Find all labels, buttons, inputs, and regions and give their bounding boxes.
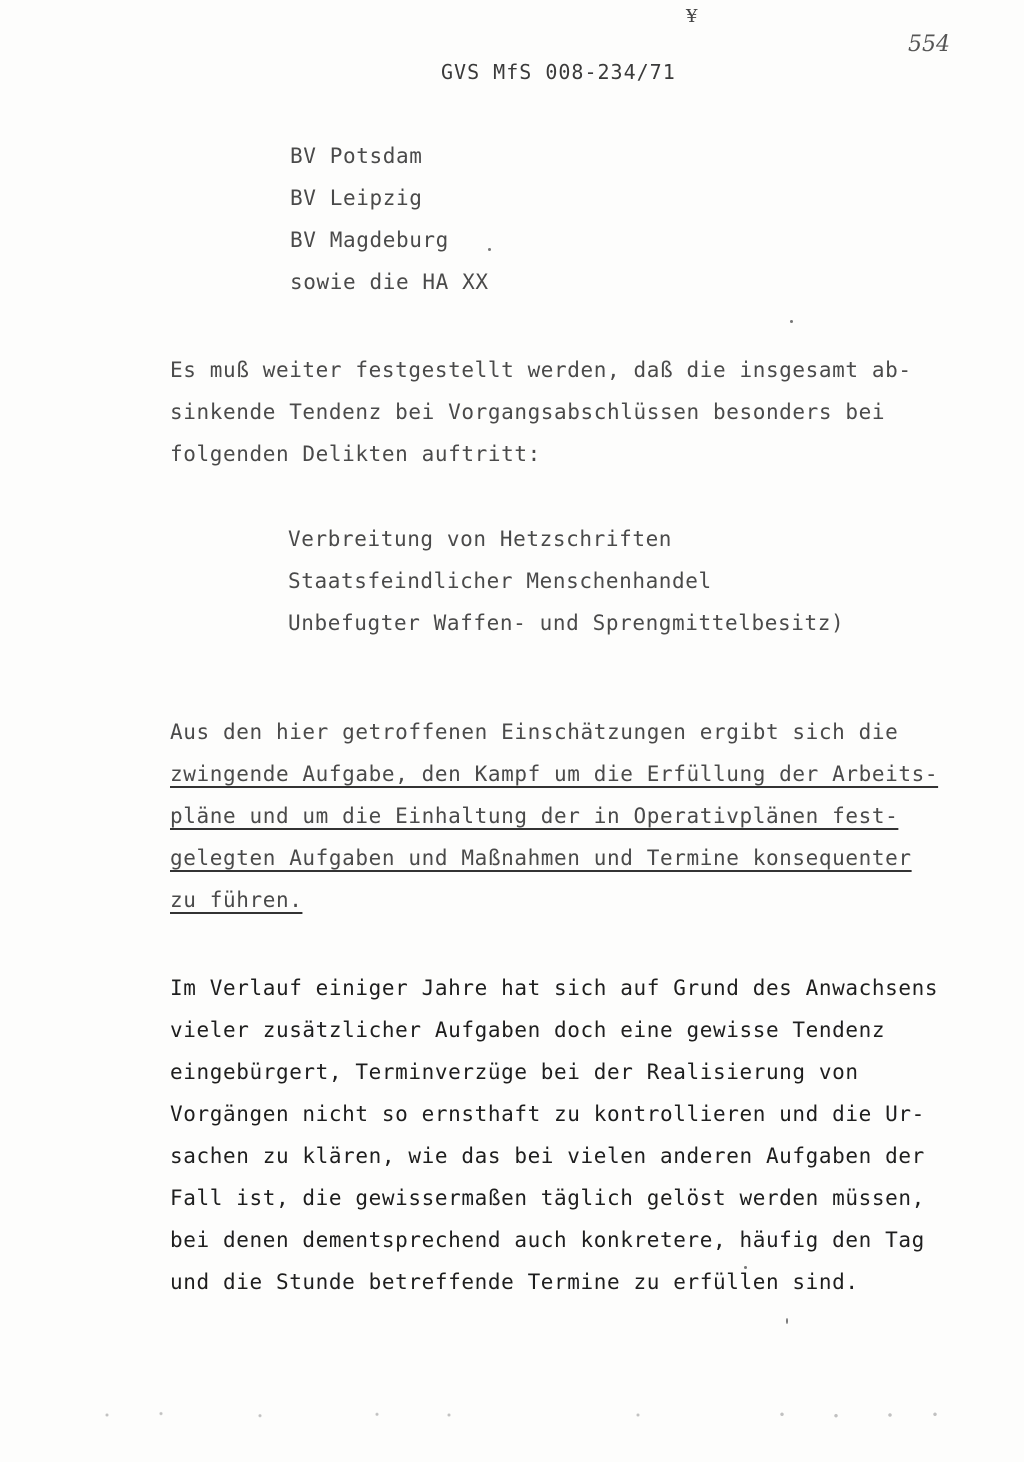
paragraph-line: bei denen dementsprechend auch konkretere, häufig den Tag: [170, 1228, 925, 1252]
top-mark: ¥: [686, 6, 699, 27]
paragraph-line: Im Verlauf einiger Jahre hat sich auf Grund des Anwachsens: [170, 976, 939, 1000]
paragraph-line: Aus den hier getroffenen Einschätzungen ergibt sich die: [170, 720, 899, 744]
scan-speck: [786, 1318, 788, 1324]
paragraph-line: sinkende Tendenz bei Vorgangsabschlüssen besonders bei: [170, 400, 886, 424]
recipient-line: BV Leipzig: [290, 186, 423, 210]
paragraph-line: Vorgängen nicht so ernsthaft zu kontrollieren und die Ur-: [170, 1102, 925, 1126]
scan-speck: [744, 1266, 747, 1269]
recipient-line: sowie die HA XX: [290, 270, 489, 294]
paragraph-line: eingebürgert, Terminverzüge bei der Realisierung von: [170, 1060, 859, 1084]
recipient-line: BV Potsdam: [290, 144, 423, 168]
scan-noise: [80, 1408, 980, 1422]
scan-speck: [790, 320, 793, 323]
underlined-line: gelegten Aufgaben und Maßnahmen und Termine konsequenter: [170, 846, 912, 870]
paragraph-line: folgenden Delikten auftritt:: [170, 442, 541, 466]
underlined-line: zwingende Aufgabe, den Kampf um die Erfüllung der Arbeits-: [170, 762, 939, 786]
delict-item: Staatsfeindlicher Menschenhandel: [288, 569, 712, 593]
page-number: 554: [908, 32, 950, 57]
paragraph-line: Fall ist, die gewissermaßen täglich gelöst werden müssen,: [170, 1186, 925, 1210]
paragraph-line: Es muß weiter festgestellt werden, daß die insgesamt ab-: [170, 358, 912, 382]
paragraph-line: vieler zusätzlicher Aufgaben doch eine gewisse Tendenz: [170, 1018, 886, 1042]
document-header: GVS MfS 008-234/71: [441, 60, 676, 84]
paragraph-line: und die Stunde betreffende Termine zu erfüllen sind.: [170, 1270, 859, 1294]
delict-item: Verbreitung von Hetzschriften: [288, 527, 673, 551]
underlined-line: zu führen.: [170, 888, 303, 912]
recipient-line: BV Magdeburg: [290, 228, 449, 252]
underlined-line: pläne und um die Einhaltung der in Operativplänen fest-: [170, 804, 899, 828]
scan-speck: [488, 248, 491, 251]
paragraph-line: sachen zu klären, wie das bei vielen anderen Aufgaben der: [170, 1144, 925, 1168]
delict-item: Unbefugter Waffen- und Sprengmittelbesitz): [288, 611, 845, 635]
